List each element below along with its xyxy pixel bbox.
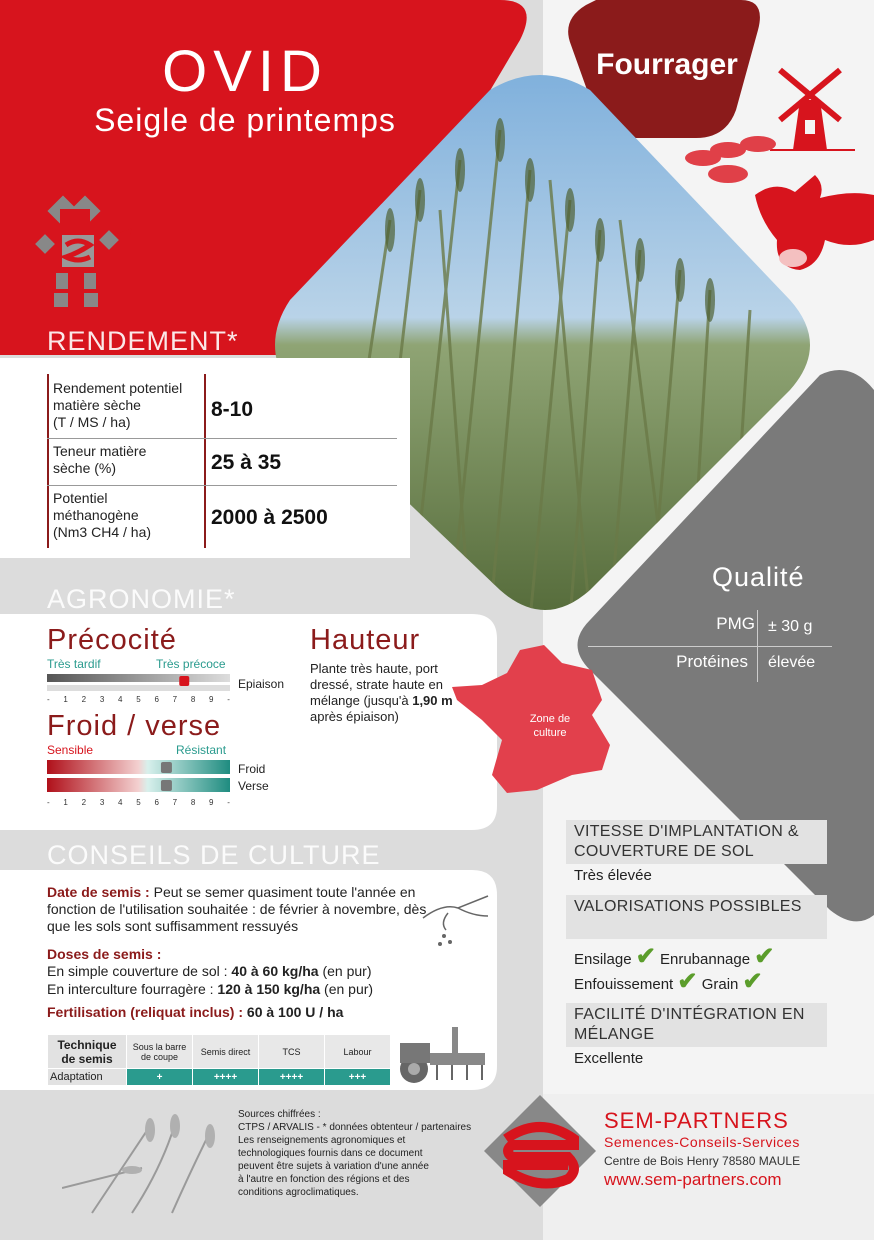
scale-number: 6 (154, 798, 159, 807)
technique-table (47, 1034, 391, 1086)
adaptation-value: +++ (325, 1069, 391, 1086)
qualite-row-label: PMG (716, 614, 755, 633)
qualite-row-value: ± 30 g (768, 618, 813, 635)
froid-verse-title: Froid / verse (47, 710, 222, 742)
scale-number: 4 (118, 798, 123, 807)
product-subtitle: Seigle de printemps (94, 102, 396, 138)
froid-low-label: Sensible (47, 743, 94, 757)
hand-seeding-icon (418, 888, 496, 948)
date-semis-body: Peut se semer quasiment toute l'année en fonction de l'utilisation souhaitée : de février à novembre, dès que les sols sont suffisamment ressuyés (47, 884, 427, 934)
dose-value: 120 à 150 kg/ha (217, 981, 321, 997)
scale-number: 6 (154, 695, 159, 704)
qualite-title: Qualité (712, 562, 805, 592)
valorisation-item: Grain (701, 976, 739, 993)
qualite-divider (588, 646, 832, 647)
qualite-row-label: Protéines (676, 652, 748, 671)
scale-number: 2 (81, 695, 87, 704)
hauteur-title: Hauteur (310, 624, 421, 656)
scale-number: 7 (172, 695, 178, 704)
precocite-title: Précocité (47, 624, 177, 656)
scale-number: 9 (209, 798, 214, 807)
dose-line (47, 963, 372, 979)
precocite-epiaison-label: Epiaison (238, 677, 285, 691)
rendement-value: 25 à 35 (211, 451, 282, 474)
scale-number: 5 (136, 798, 141, 807)
scale-number: 8 (190, 695, 196, 704)
precocite-high-label: Très précoce (156, 657, 226, 671)
scale-number: - (227, 798, 230, 807)
sources-line: technologiques fournis dans ce document (238, 1148, 423, 1159)
qualite-row-value: élevée (768, 654, 816, 671)
rendement-label-line: sèche (%) (53, 460, 117, 476)
valorisations-line (574, 967, 864, 996)
valorisations-title: VALORISATIONS POSSIBLES (566, 895, 827, 939)
brand-website[interactable]: www.sem-partners.com (604, 1170, 782, 1189)
doses-label: Doses de semis : (47, 946, 162, 962)
scale-number: 7 (172, 798, 178, 807)
sem-partners-logo-icon (484, 1095, 596, 1207)
rendement-value: 2000 à 2500 (211, 506, 328, 529)
hauteur-text-part: Plante très haute, port dressé, strate haute en mélange (jusqu'à (310, 661, 443, 708)
agronomie-section-title: AGRONOMIE* (47, 584, 236, 614)
scale-number: - (227, 695, 230, 704)
sources-line: Les renseignements agronomiques et (238, 1135, 406, 1146)
dose-line (47, 981, 373, 997)
technique-col: TCS (259, 1035, 325, 1069)
scale-number: 8 (190, 798, 196, 807)
rendement-row (47, 486, 397, 548)
conseils-section-title: CONSEILS DE CULTURE (47, 840, 381, 870)
scale-number: 4 (118, 695, 123, 704)
technique-head: Technique de semis (48, 1035, 127, 1069)
scale-number: - (47, 798, 50, 807)
technique-col: Sous la barre de coupe (127, 1035, 193, 1069)
scale-number: 3 (99, 695, 105, 704)
scale-number: 2 (81, 798, 87, 807)
check-icon: ✔ (677, 968, 698, 995)
rendement-label-line: Rendement potentiel (53, 380, 183, 396)
froid-high-label: Résistant (176, 743, 227, 757)
rendement-section-title: RENDEMENT* (47, 326, 239, 356)
rendement-row (47, 374, 397, 439)
scale-number: - (47, 695, 50, 704)
precocite-scale-numbers (47, 695, 230, 704)
rendement-label-line: méthanogène (53, 507, 139, 523)
precocite-scale (47, 672, 232, 694)
dose-value: 40 à 60 kg/ha (231, 963, 319, 979)
dose-text: (en pur) (320, 981, 374, 997)
scale-number: 9 (209, 695, 214, 704)
hauteur-text (310, 661, 460, 725)
rendement-label-line: Teneur matière (53, 443, 147, 459)
scale-number: 1 (63, 695, 68, 704)
froid-verse-scale (47, 758, 232, 796)
fertilisation-label: Fertilisation (reliquat inclus) : (47, 1004, 244, 1020)
sources-line: conditions agroclimatiques. (238, 1187, 359, 1198)
scale-number: 1 (63, 798, 68, 807)
date-semis-label: Date de semis : (47, 884, 150, 900)
adaptation-value: ++++ (259, 1069, 325, 1086)
adaptation-label: Adaptation (48, 1069, 127, 1086)
adaptation-value: ++++ (193, 1069, 259, 1086)
adaptation-value: + (127, 1069, 193, 1086)
hauteur-value: 1,90 m (412, 693, 453, 708)
sources-line: Sources chiffrées : (238, 1109, 321, 1120)
qualite-col-divider (757, 610, 758, 682)
check-icon: ✔ (742, 968, 763, 995)
vitesse-title: VITESSE D'IMPLANTATION & COUVERTURE DE SOL (566, 820, 827, 864)
fertilisation-value: 60 à 100 U / ha (246, 1004, 344, 1020)
rendement-label-line: matière sèche (53, 397, 141, 413)
sources-line: CTPS / ARVALIS - * données obtenteur / partenaires (238, 1122, 472, 1133)
valorisation-item: Enfouissement (574, 976, 674, 993)
date-semis-text (47, 884, 442, 935)
rendement-row (47, 439, 397, 486)
verse-label: Verse (238, 779, 269, 793)
robot-mascot-icon (22, 195, 137, 320)
rendement-value: 8-10 (211, 398, 254, 421)
product-title: OVID (162, 39, 328, 104)
wheat-ears-illustration (62, 1108, 232, 1218)
brand-address: Centre de Bois Henry 78580 MAULE (604, 1154, 801, 1168)
rendement-label-line: (Nm3 CH4 / ha) (53, 524, 152, 540)
sources-text (238, 1108, 478, 1199)
scale-number: 3 (99, 798, 105, 807)
froid-scale-numbers (47, 798, 230, 807)
valorisation-item: Enrubannage (660, 951, 751, 968)
hauteur-text-part: après épiaison) (310, 709, 399, 724)
dose-text: En interculture fourragère : (47, 981, 218, 997)
brand-name: SEM-PARTNERS (604, 1108, 789, 1133)
check-icon: ✔ (754, 943, 775, 970)
precocite-low-label: Très tardif (47, 657, 101, 671)
sources-line: à l'autre en fonction des régions et des (238, 1174, 410, 1185)
rendement-label-line: Potentiel (53, 490, 108, 506)
fertilisation-line (47, 1004, 343, 1020)
dose-text: En simple couverture de sol : (47, 963, 232, 979)
brand-tagline: Semences-Conseils-Services (604, 1134, 800, 1150)
technique-col: Labour (325, 1035, 391, 1069)
seed-drill-tractor-icon (392, 1025, 492, 1087)
dose-text: (en pur) (318, 963, 372, 979)
scale-number: 5 (136, 695, 141, 704)
froid-label: Froid (238, 762, 266, 776)
map-zone-label: Zone de culture (529, 713, 571, 739)
sources-line: peuvent être sujets à variation d'une année (238, 1161, 429, 1172)
check-icon: ✔ (635, 943, 656, 970)
valorisation-item: Ensilage (574, 951, 632, 968)
category-label: Fourrager (596, 48, 738, 81)
facilite-value: Excellente (574, 1050, 644, 1067)
technique-col: Semis direct (193, 1035, 259, 1069)
rendement-label-line: (T / MS / ha) (53, 414, 131, 430)
vitesse-value: Très élevée (574, 867, 652, 884)
facilite-title: FACILITÉ D'INTÉGRATION EN MÉLANGE (566, 1003, 827, 1047)
